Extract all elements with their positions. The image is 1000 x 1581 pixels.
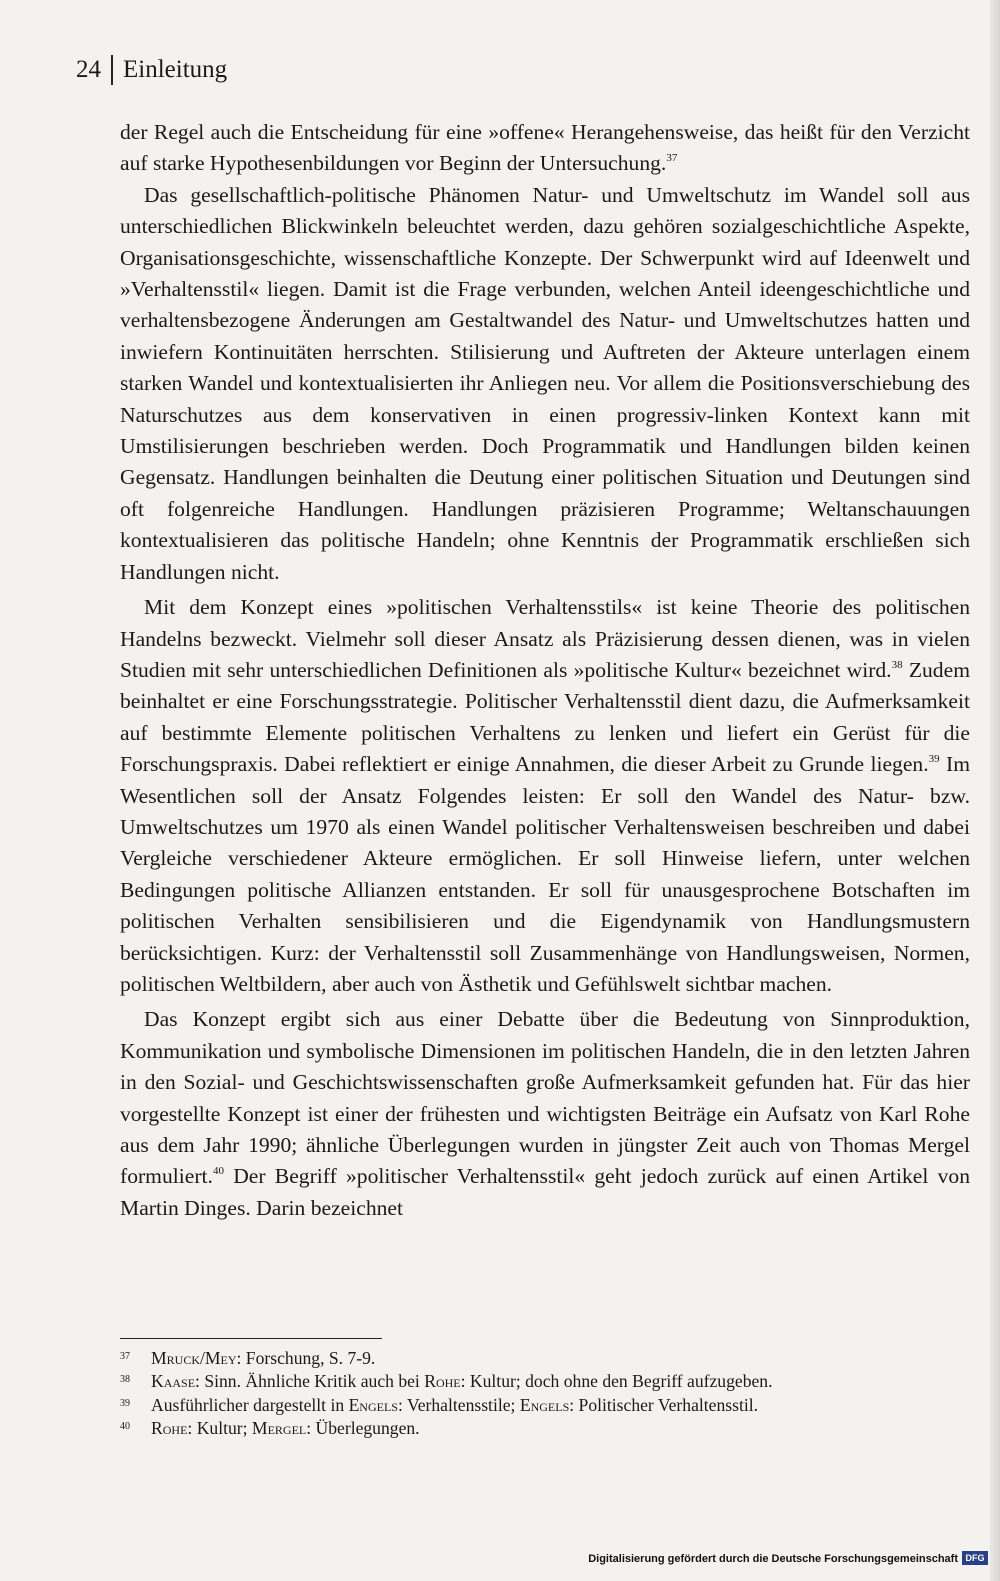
footnote-text-part: : Forschung, S. 7-9.: [236, 1348, 376, 1368]
footnote-text-part: : Kultur;: [187, 1417, 252, 1438]
footnote-number: 40: [120, 1420, 130, 1432]
footnote-39: [120, 1394, 970, 1417]
author-name: Rohe: [424, 1371, 461, 1392]
footnote-text-part: : Kultur; doch ohne den Begriff aufzugeben.: [460, 1371, 773, 1392]
paragraph-2-text: Das gesellschaftlich-politische Phänomen Natur- und Umweltschutz im Wandel soll aus unterschiedlichen Blickwinkeln beleuchtet werden, dazu gehören sozialgeschichtliche Aspekte, Organisationsgeschichte, wissenschaftliche Konzepte. Der Schwerpunkt wird auf Ideenwelt und »Verhaltensstil« liegen. Damit ist die Frage verbunden, welchen Anteil ideengeschichtliche und verhaltensbezogene Änderungen am Gestaltwandel des Natur- und Umweltschutzes hatten und inwiefern Kontinuitäten herrschten. Stilisierung und Auftreten der Akteure unterlagen einem starken Wandel und kontextualisierten ihr Anliegen neu. Vor allem die Positionsverschiebung des Naturschutzes aus dem konservativen in einen progressiv-linken Kontext kann mit Umstilisierungen beschrieben werden. Doch Programmatik und Handlungen bilden keinen Gegensatz. Handlungen beinhalten die Deutung einer politischen Situation und Deutungen sind oft folgenreiche Handlungen. Handlungen präzisieren Programme; Weltanschauungen kontextualisieren das politische Handeln; ohne Kenntnis der Programmatik erschließen sich Handlungen nicht.: [120, 182, 970, 584]
paragraph-4-text-a: Das Konzept ergibt sich aus einer Debatte über die Bedeutung von Sinnproduktion, Kommunikation und symbolische Dimensionen im politischen Handeln, die in den letzten Jahren in den Sozial- und Geschichtswissenschaften große Aufmerksamkeit gefunden hat. Für das hier vorgestellte Konzept ist einer der frühesten und wichtigsten Beiträge ein Aufsatz von Karl Rohe aus dem Jahr 1990; ähnliche Überlegungen wurden in jüngster Zeit auch von Thomas Mergel formuliert.: [120, 1007, 970, 1189]
footnote-38: [120, 1370, 970, 1393]
author-name: Mruck/Mey: [151, 1348, 237, 1368]
paragraph-3-text-b: Zudem beinhaltet er eine Forschungsstrategie. Politischer Verhaltensstil dient dazu, die Aufmerksamkeit auf bestimmte Elemente politischen Verhaltens zu lenken und liefert ein Gerüst für die Forschungspraxis. Dabei reflektiert er einige Annahmen, die dieser Arbeit zu Grunde liegen.: [120, 657, 970, 777]
dfg-logo: DFG: [962, 1551, 988, 1565]
paragraph-4: [120, 1004, 970, 1224]
footnote-text-part: : Sinn. Ähnliche Kritik auch bei: [195, 1371, 425, 1392]
running-header: [76, 55, 227, 85]
author-name: Kaase: [151, 1371, 196, 1392]
paragraph-3: [120, 592, 970, 1000]
footnote-text-part: : Politischer Verhaltensstil.: [569, 1394, 759, 1415]
paragraph-3-text-a: Mit dem Konzept eines »politischen Verhaltensstils« ist keine Theorie des politischen Handelns bezweckt. Vielmehr soll dieser Ansatz als Präzisierung dessen dienen, was in vielen Studien mit sehr unterschiedlichen Definitionen als »politische Kultur« bezeichnet wird.: [120, 595, 970, 682]
author-name: Engels: [348, 1394, 398, 1415]
author-name: Rohe: [151, 1417, 188, 1438]
footnote-text-part: : Verhaltensstile;: [397, 1394, 520, 1415]
footnote-text-part: : Überlegungen.: [306, 1417, 420, 1438]
main-text: [120, 117, 970, 1224]
page-edge: [990, 0, 1000, 1581]
footnote-number: 37: [120, 1351, 130, 1362]
footnote-text-part: Ausführlicher dargestellt in: [151, 1394, 349, 1415]
footnote-separator: [120, 1338, 382, 1339]
footnote-ref-39: 39: [928, 753, 940, 766]
author-name: Mergel: [251, 1417, 307, 1438]
page-number: 24: [76, 56, 101, 83]
footnote-ref-37: 37: [666, 152, 678, 165]
footnotes: [120, 1347, 970, 1440]
header-divider: [111, 55, 113, 85]
paragraph-4-text-b: Der Begriff »politischer Verhaltensstil« geht jedoch zurück auf einen Artikel von Martin Dinges. Darin bezeichnet: [120, 1164, 970, 1220]
footnote-ref-40: 40: [212, 1165, 224, 1178]
footnote-40: [120, 1417, 970, 1440]
author-name: Engels: [519, 1394, 570, 1415]
footnote-number: 38: [120, 1374, 130, 1386]
paragraph-1: [120, 117, 970, 180]
paragraph-1-text: der Regel auch die Entscheidung für eine »offene« Herangehensweise, das heißt für den Verzicht auf starke Hypothesenbildungen vor Beginn der Untersuchung.: [120, 120, 970, 176]
footnote-text: [151, 1394, 758, 1417]
paragraph-2: [120, 180, 970, 588]
footnote-number: 39: [120, 1397, 130, 1409]
footnote-text: [151, 1347, 375, 1370]
running-title: Einleitung: [123, 56, 228, 83]
footnote-text: [151, 1417, 420, 1440]
digitization-note: Digitalisierung gefördert durch die Deutsche Forschungsgemeinschaft: [588, 1553, 958, 1565]
footnote-ref-38: 38: [891, 658, 903, 671]
footnote-37: [120, 1347, 970, 1370]
footnote-text: [151, 1370, 773, 1393]
paragraph-3-text-c: Im Wesentlichen soll der Ansatz Folgendes leisten: Er soll den Wandel des Natur- bzw. Umweltschutzes um 1970 als einen Wandel politischer Verhaltensweisen beschreiben und dabei Vergleiche verschiedener Akteure ermöglichen. Er soll Hinweise liefern, unter welchen Bedingungen politische Allianzen entstanden. Er soll für unausgesprochene Botschaften im politischen Verhalten sensibilisieren und die Eigendynamik von Handlungsmustern berücksichtigen. Kurz: der Verhaltensstil soll Zusammenhänge von Handlungsweisen, Normen, politischen Weltbildern, aber auch von Ästhetik und Gefühlswelt sichtbar machen.: [120, 752, 971, 996]
